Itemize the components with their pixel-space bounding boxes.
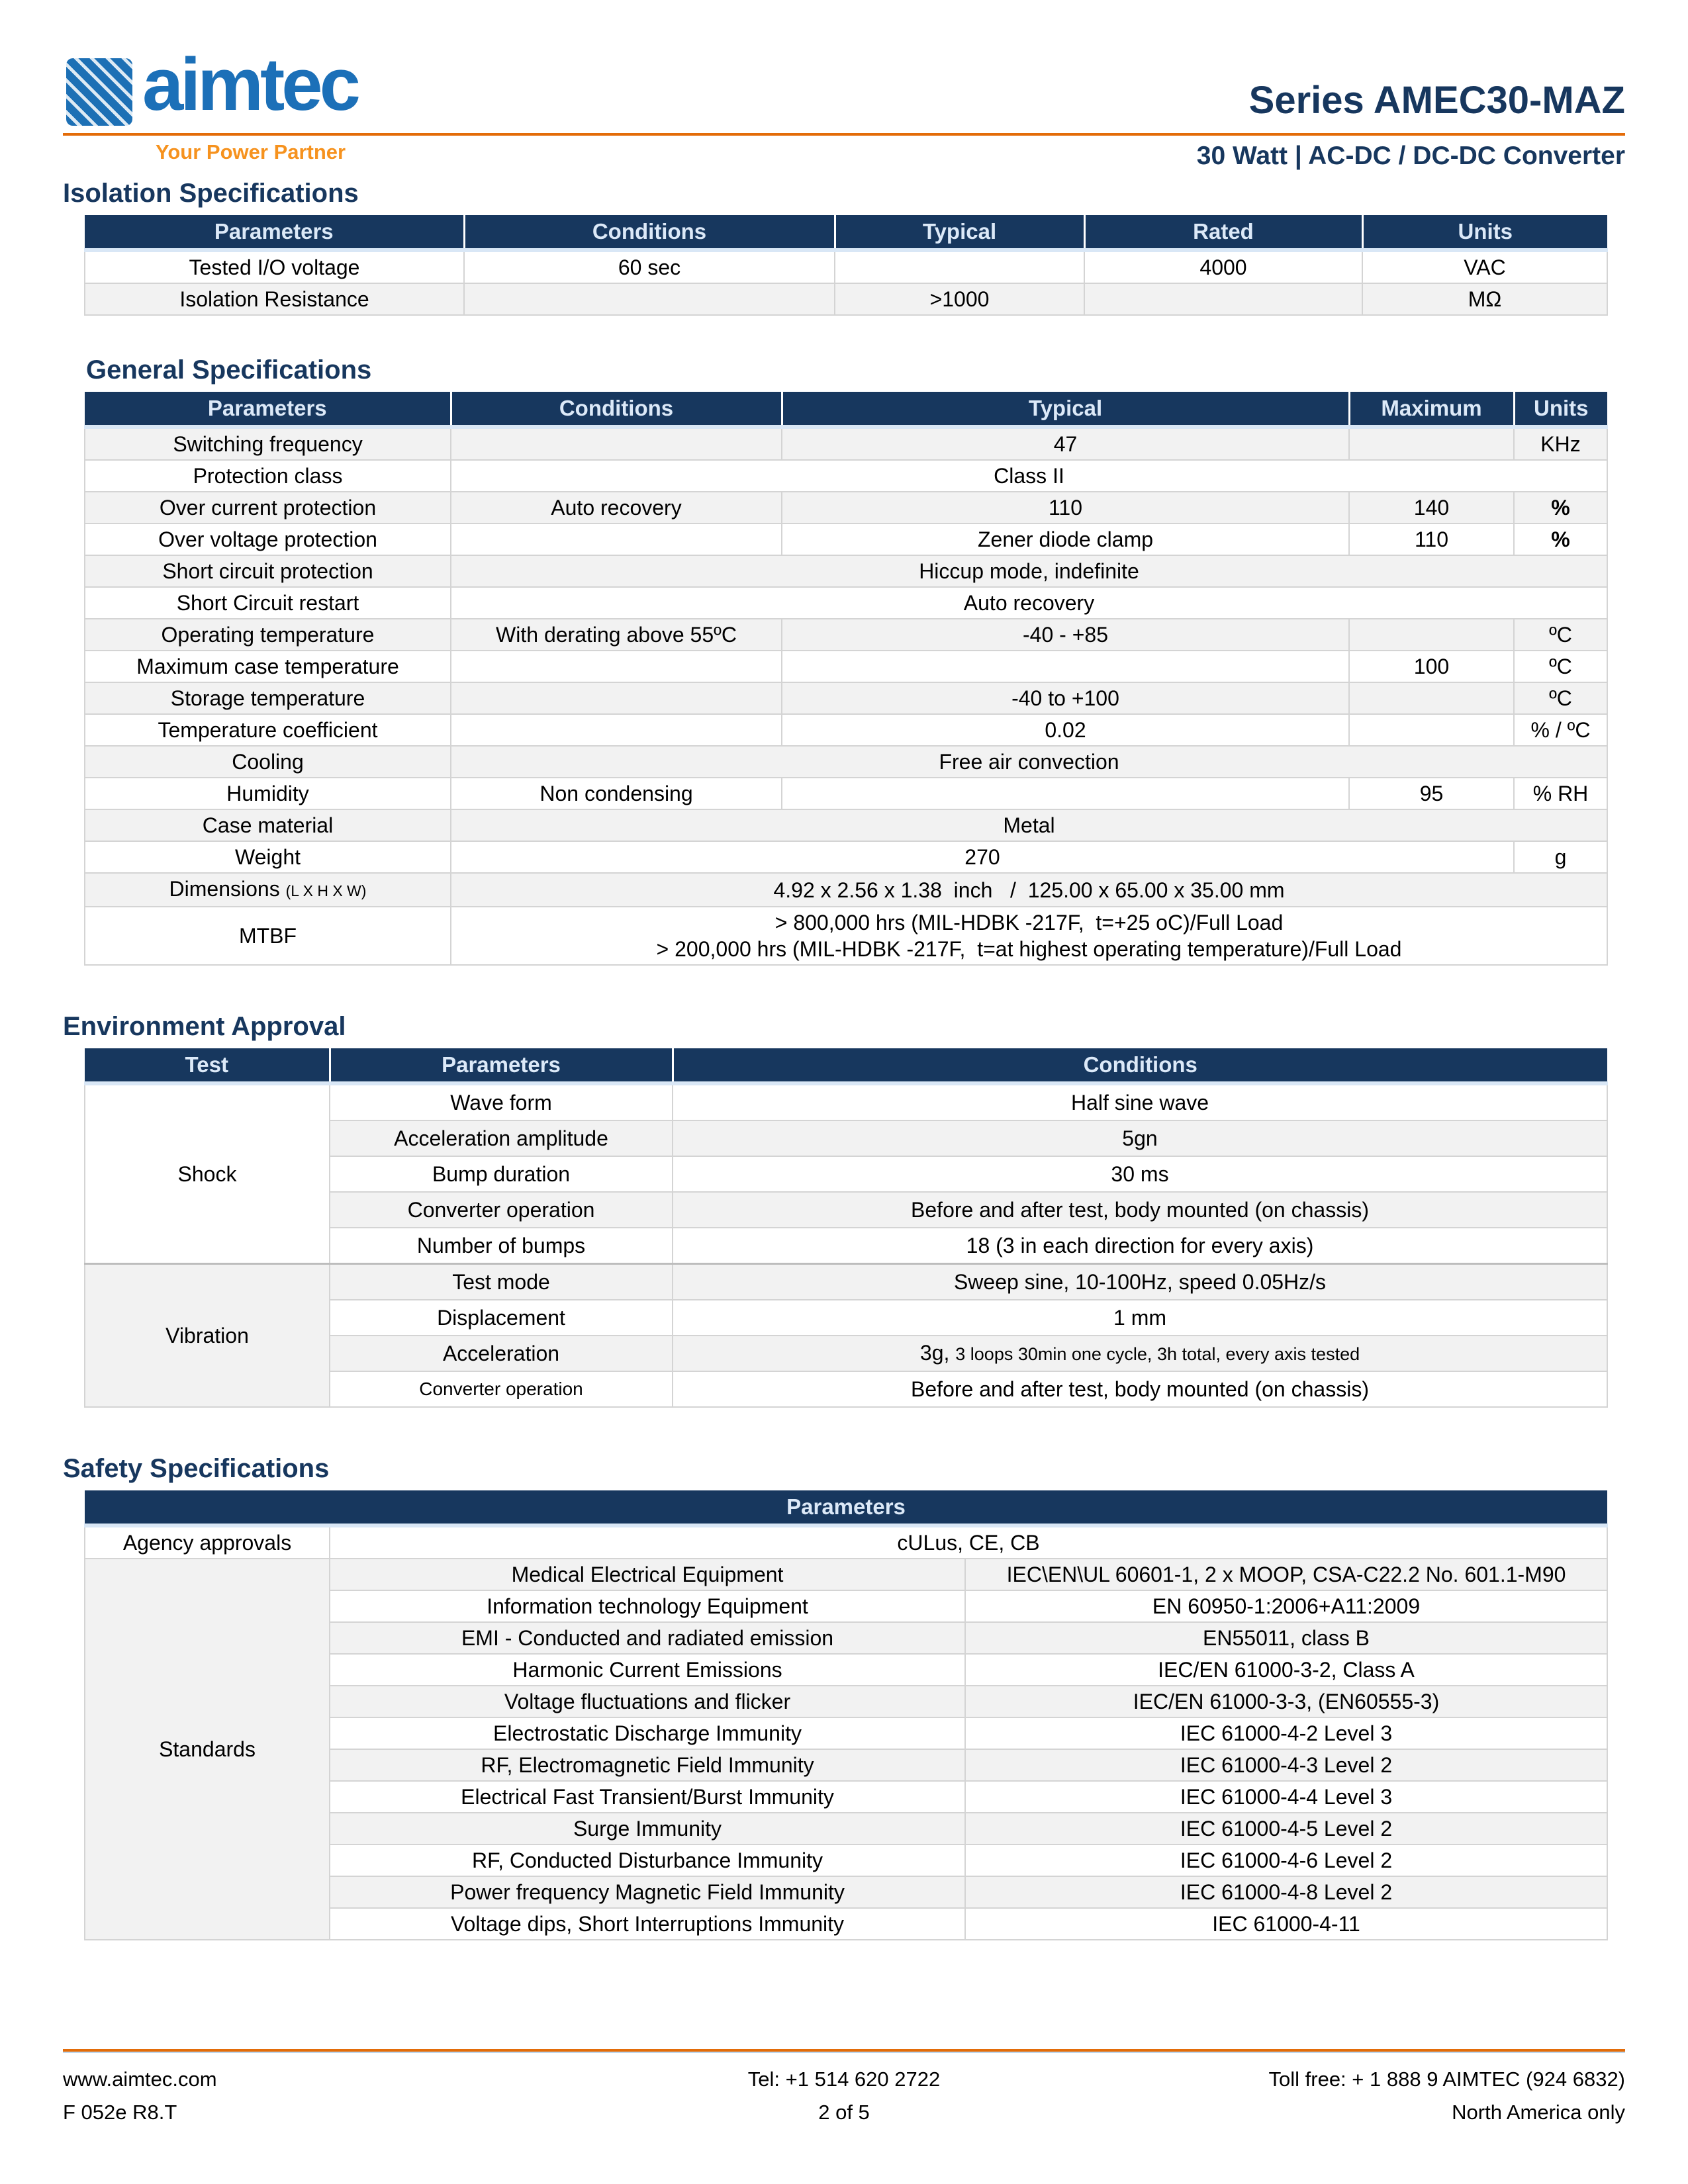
column-header-conditions: Conditions [464, 215, 835, 250]
table-row [85, 1083, 1607, 1120]
cell-conditions: Auto recovery [451, 492, 782, 523]
cell-typical: -40 - +85 [782, 619, 1349, 651]
parameter-note: (L X H X W) [285, 882, 367, 899]
cell-condition: 30 ms [673, 1156, 1607, 1192]
column-header-parameters: Parameters [85, 392, 451, 427]
column-header-maximum: Maximum [1349, 392, 1514, 427]
column-header-parameters: Parameters [85, 215, 464, 250]
column-header-conditions: Conditions [451, 392, 782, 427]
cell-parameter: Weight [85, 841, 451, 873]
cell-standard-value: IEC/EN 61000-3-3, (EN60555-3) [965, 1686, 1607, 1717]
cell-standard-value: IEC 61000-4-4 Level 3 [965, 1781, 1607, 1813]
cell-standard-value: IEC 61000-4-3 Level 2 [965, 1749, 1607, 1781]
footer-rule-accent [63, 2052, 1625, 2053]
cell-parameter: Over current protection [85, 492, 451, 523]
mtbf-line-1: > 800,000 hrs (MIL-HDBK -217F, t=+25 oC)/Full Load [774, 911, 1284, 934]
aimtec-logo-icon [66, 58, 132, 126]
cell-standard-name: Voltage dips, Short Interruptions Immunity [330, 1908, 965, 1940]
environment-header-row [85, 1048, 1607, 1083]
cell-standard-value: IEC 61000-4-2 Level 3 [965, 1717, 1607, 1749]
cell-parameter: Isolation Resistance [85, 283, 464, 315]
footer-website: www.aimtec.com [63, 2068, 217, 2091]
cell-standard-value: IEC\EN\UL 60601-1, 2 x MOOP, CSA-C22.2 No. 601.1-M90 [965, 1559, 1607, 1590]
column-header-conditions: Conditions [673, 1048, 1607, 1083]
cell-parameter: Case material [85, 809, 451, 841]
cell-test-vibration: Vibration [85, 1264, 330, 1408]
cell-value-span: 4.92 x 2.56 x 1.38 inch / 125.00 x 65.00 x 35.00 mm [451, 873, 1607, 907]
cell-value-span: Class II [451, 460, 1607, 492]
mtbf-line-2: > 200,000 hrs (MIL-HDBK -217F, t=at highest operating temperature)/Full Load [656, 937, 1402, 961]
table-row [85, 460, 1607, 492]
cell-parameter [85, 873, 451, 907]
cell-units: VAC [1362, 250, 1607, 283]
cell-conditions [451, 714, 782, 746]
cell-standard-name: Surge Immunity [330, 1813, 965, 1844]
cell-parameter: Displacement [330, 1300, 673, 1336]
footer-doc-ref: F 052e R8.T [63, 2101, 177, 2124]
general-header-row [85, 392, 1607, 427]
cell-standard-name: Information technology Equipment [330, 1590, 965, 1622]
header-rule [63, 133, 1625, 136]
logo-tagline: Your Power Partner [156, 140, 346, 163]
cell-units: ºC [1514, 651, 1607, 682]
cell-maximum: 110 [1349, 523, 1514, 555]
cell-conditions [451, 651, 782, 682]
series-title: Series AMEC30-MAZ [1248, 79, 1625, 122]
general-table [84, 392, 1608, 966]
cell-standard-value: IEC/EN 61000-3-2, Class A [965, 1654, 1607, 1686]
cell-standard-name: Electrical Fast Transient/Burst Immunity [330, 1781, 965, 1813]
cell-standard-name: Electrostatic Discharge Immunity [330, 1717, 965, 1749]
cell-standard-value: EN 60950-1:2006+A11:2009 [965, 1590, 1607, 1622]
cell-units: % RH [1514, 778, 1607, 809]
table-row [85, 1559, 1607, 1590]
cell-value-span: Free air convection [451, 746, 1607, 778]
cell-parameter: Switching frequency [85, 427, 451, 460]
cell-rated [1084, 283, 1362, 315]
cell-typical: 110 [782, 492, 1349, 523]
section-title-safety: Safety Specifications [63, 1454, 330, 1483]
table-row [85, 682, 1607, 714]
cell-standard-name: RF, Electromagnetic Field Immunity [330, 1749, 965, 1781]
cell-standard-name: Power frequency Magnetic Field Immunity [330, 1876, 965, 1908]
cell-parameter: Short Circuit restart [85, 587, 451, 619]
cell-standard-value: IEC 61000-4-8 Level 2 [965, 1876, 1607, 1908]
environment-section [0, 1012, 1688, 1408]
cell-typical [835, 250, 1084, 283]
table-row [85, 283, 1607, 315]
cell-maximum [1349, 682, 1514, 714]
cell-value-span: 270 [451, 841, 1514, 873]
isolation-table [84, 215, 1608, 316]
cell-maximum [1349, 619, 1514, 651]
cell-value-span: Auto recovery [451, 587, 1607, 619]
cell-standard-name: Medical Electrical Equipment [330, 1559, 965, 1590]
cell-units: g [1514, 841, 1607, 873]
cell-units: ºC [1514, 682, 1607, 714]
cell-standard-name: EMI - Conducted and radiated emission [330, 1622, 965, 1654]
table-row [85, 873, 1607, 907]
cell-parameter: Bump duration [330, 1156, 673, 1192]
table-row [85, 746, 1607, 778]
cell-standard-value: IEC 61000-4-11 [965, 1908, 1607, 1940]
cell-units: KHz [1514, 427, 1607, 460]
cell-conditions [451, 427, 782, 460]
safety-section [0, 1454, 1688, 1940]
cell-standard-name: Voltage fluctuations and flicker [330, 1686, 965, 1717]
column-header-test: Test [85, 1048, 330, 1083]
table-row [85, 492, 1607, 523]
table-row [85, 651, 1607, 682]
cell-typical [782, 651, 1349, 682]
cell-units: % [1514, 492, 1607, 523]
cell-parameter: MTBF [85, 907, 451, 965]
column-header-parameters: Parameters [85, 1490, 1607, 1525]
cell-maximum: 100 [1349, 651, 1514, 682]
cell-parameter: Converter operation [330, 1371, 673, 1407]
cell-conditions: With derating above 55ºC [451, 619, 782, 651]
footer-row-contact [63, 2068, 1625, 2091]
cell-value-span: Metal [451, 809, 1607, 841]
cell-typical: -40 to +100 [782, 682, 1349, 714]
cell-maximum: 95 [1349, 778, 1514, 809]
isolation-header-row [85, 215, 1607, 250]
cell-parameter: Temperature coefficient [85, 714, 451, 746]
table-row [85, 1264, 1607, 1300]
cell-conditions [464, 283, 835, 315]
section-title-isolation: Isolation Specifications [63, 179, 359, 208]
cell-conditions [451, 682, 782, 714]
cell-standard-name: Harmonic Current Emissions [330, 1654, 965, 1686]
cell-parameter: Operating temperature [85, 619, 451, 651]
cell-units: % [1514, 523, 1607, 555]
cell-agency-label: Agency approvals [85, 1525, 330, 1559]
cell-condition: 5gn [673, 1120, 1607, 1156]
section-title-general: General Specifications [86, 355, 372, 385]
cell-condition: 1 mm [673, 1300, 1607, 1336]
cell-parameter: Storage temperature [85, 682, 451, 714]
cell-standard-value: IEC 61000-4-5 Level 2 [965, 1813, 1607, 1844]
column-header-typical: Typical [835, 215, 1084, 250]
column-header-units: Units [1514, 392, 1607, 427]
page-header [0, 0, 1688, 173]
cell-parameter: Wave form [330, 1083, 673, 1120]
table-row [85, 841, 1607, 873]
table-row [85, 250, 1607, 283]
environment-table [84, 1048, 1608, 1408]
cell-condition [673, 1336, 1607, 1371]
safety-header-row [85, 1490, 1607, 1525]
cell-value-span: Hiccup mode, indefinite [451, 555, 1607, 587]
cell-parameter: Protection class [85, 460, 451, 492]
cell-condition: 18 (3 in each direction for every axis) [673, 1228, 1607, 1264]
condition-detail: 3 loops 30min one cycle, 3h total, every axis tested [955, 1344, 1360, 1364]
cell-parameter: Test mode [330, 1264, 673, 1300]
cell-condition: Before and after test, body mounted (on chassis) [673, 1192, 1607, 1228]
isolation-section [0, 179, 1688, 316]
cell-parameter: Maximum case temperature [85, 651, 451, 682]
cell-standard-value: IEC 61000-4-6 Level 2 [965, 1844, 1607, 1876]
footer-tollfree: Toll free: + 1 888 9 AIMTEC (924 6832) [1268, 2068, 1626, 2091]
cell-parameter: Over voltage protection [85, 523, 451, 555]
aimtec-logo-text: aimtec [142, 43, 357, 126]
cell-conditions [451, 523, 782, 555]
general-section [0, 355, 1688, 966]
cell-typical: >1000 [835, 283, 1084, 315]
cell-units: MΩ [1362, 283, 1607, 315]
table-row [85, 587, 1607, 619]
cell-parameter: Tested I/O voltage [85, 250, 464, 283]
cell-parameter: Acceleration [330, 1336, 673, 1371]
condition-lead: 3g, [919, 1341, 950, 1365]
table-row [85, 778, 1607, 809]
column-header-typical: Typical [782, 392, 1349, 427]
cell-typical: 0.02 [782, 714, 1349, 746]
column-header-rated: Rated [1084, 215, 1362, 250]
safety-table [84, 1490, 1608, 1940]
cell-parameter: Number of bumps [330, 1228, 673, 1264]
cell-rated: 4000 [1084, 250, 1362, 283]
table-row [85, 907, 1607, 965]
cell-maximum [1349, 714, 1514, 746]
cell-parameter: Cooling [85, 746, 451, 778]
cell-conditions: Non condensing [451, 778, 782, 809]
table-row [85, 1525, 1607, 1559]
cell-agency-value: cULus, CE, CB [330, 1525, 1607, 1559]
table-row [85, 809, 1607, 841]
cell-typical: Zener diode clamp [782, 523, 1349, 555]
cell-typical: 47 [782, 427, 1349, 460]
column-header-units: Units [1362, 215, 1607, 250]
cell-standards-label: Standards [85, 1559, 330, 1940]
cell-standard-value: EN55011, class B [965, 1622, 1607, 1654]
table-row [85, 714, 1607, 746]
cell-condition: Sweep sine, 10-100Hz, speed 0.05Hz/s [673, 1264, 1607, 1300]
parameter-label: Dimensions [169, 877, 280, 901]
cell-units: ºC [1514, 619, 1607, 651]
cell-maximum [1349, 427, 1514, 460]
table-row [85, 619, 1607, 651]
table-row [85, 427, 1607, 460]
cell-typical [782, 778, 1349, 809]
cell-maximum: 140 [1349, 492, 1514, 523]
cell-conditions: 60 sec [464, 250, 835, 283]
column-header-parameters: Parameters [330, 1048, 673, 1083]
cell-condition: Before and after test, body mounted (on chassis) [673, 1371, 1607, 1407]
footer-tel: Tel: +1 514 620 2722 [747, 2068, 941, 2091]
cell-parameter: Acceleration amplitude [330, 1120, 673, 1156]
page-footer [63, 2049, 1625, 2124]
cell-test-shock: Shock [85, 1083, 330, 1264]
product-subtitle: 30 Watt | AC-DC / DC-DC Converter [1196, 142, 1625, 170]
cell-value-span [451, 907, 1607, 965]
footer-page-number: 2 of 5 [818, 2101, 870, 2124]
cell-standard-name: RF, Conducted Disturbance Immunity [330, 1844, 965, 1876]
cell-parameter: Short circuit protection [85, 555, 451, 587]
table-row [85, 555, 1607, 587]
section-title-environment: Environment Approval [63, 1012, 346, 1041]
cell-parameter: Converter operation [330, 1192, 673, 1228]
footer-region: North America only [1452, 2101, 1626, 2124]
footer-row-meta [63, 2101, 1625, 2124]
table-row [85, 523, 1607, 555]
cell-parameter: Humidity [85, 778, 451, 809]
cell-units: % / ºC [1514, 714, 1607, 746]
cell-condition: Half sine wave [673, 1083, 1607, 1120]
